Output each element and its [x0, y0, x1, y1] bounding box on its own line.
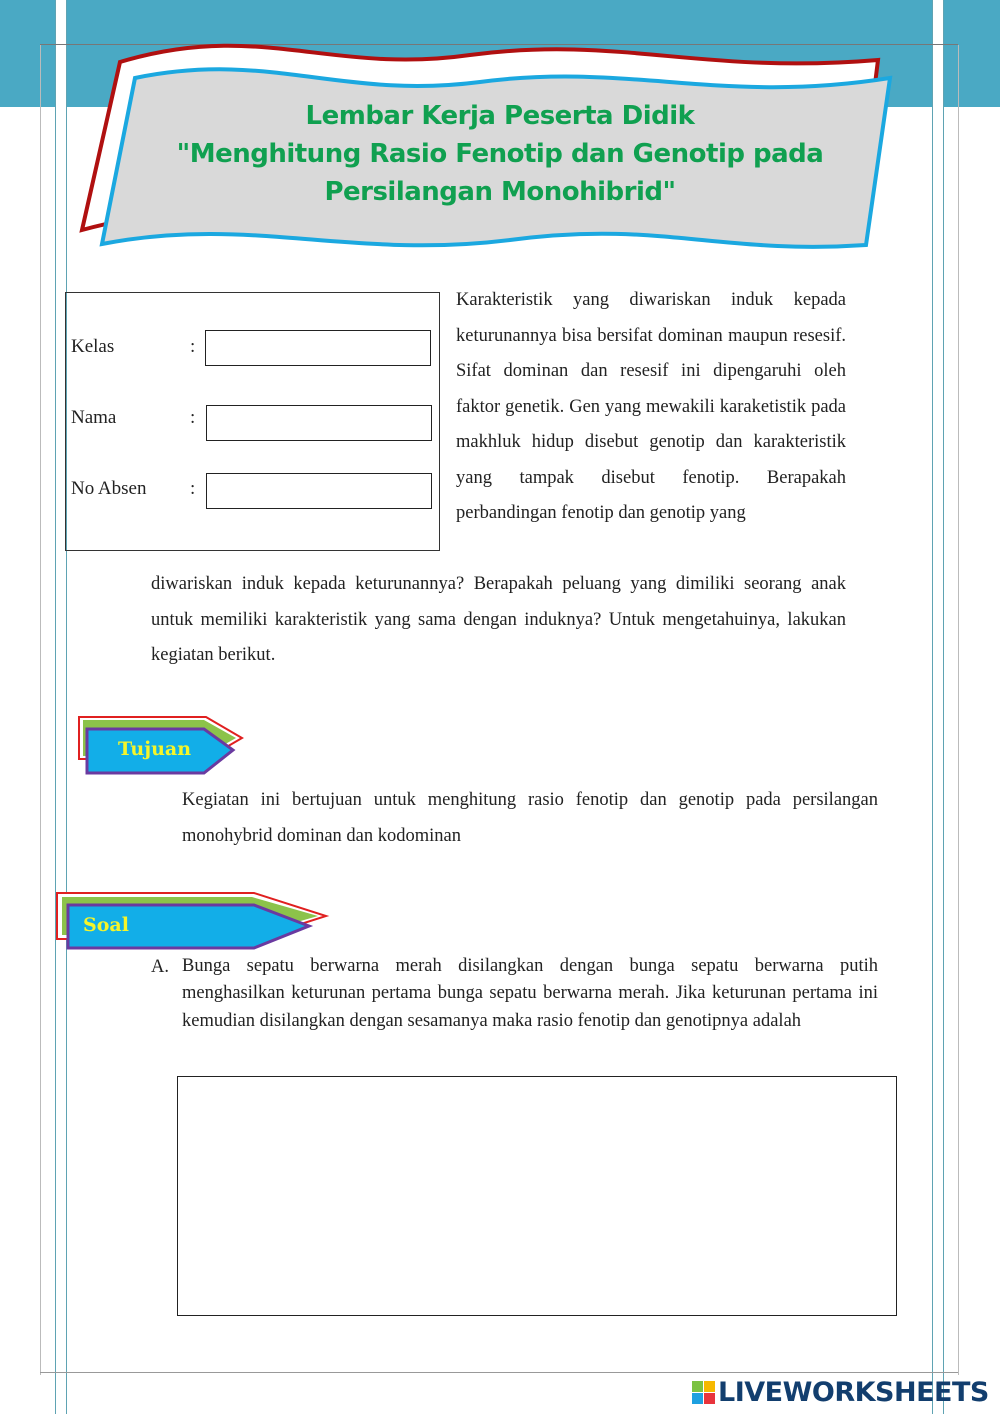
no-absen-label: No Absen [71, 478, 147, 499]
intro-paragraph-cont: diwariskan induk kepada keturunannya? Berapakah peluang yang dimiliki seorang anak untuk memiliki karakteristik yang sama dengan induknya? Untuk mengetahuinya, lakukan kegiatan berikut. [151, 574, 846, 665]
live-badge-icon [692, 1381, 716, 1405]
answer-box[interactable] [177, 1076, 897, 1316]
question-text: Bunga sepatu berwarna merah disilangkan dengan bunga sepatu berwarna putih menghasilkan keturunan pertama bunga sepatu berwarna merah. Jika keturunan pertama ini kemudian disilangkan dengan sesamanya maka rasio fenotip dan genotipnya adalah [182, 956, 878, 1031]
liveworksheets-logo [692, 1377, 989, 1408]
page-border-bottom [40, 1372, 958, 1373]
tujuan-text: Kegiatan ini bertujuan untuk menghitung rasio fenotip dan genotip pada persilangan monohybrid dominan dan kodominan [182, 790, 878, 846]
nama-input[interactable] [206, 405, 432, 441]
colon: : [190, 478, 196, 499]
question-marker: A. [151, 957, 169, 977]
tujuan-label: Tujuan [118, 738, 192, 760]
title-line: Persilangan Monohibrid" [324, 177, 676, 207]
page-title [130, 97, 870, 211]
kelas-label: Kelas [71, 336, 115, 357]
logo-text: LIVEWORKSHEETS [718, 1377, 989, 1408]
soal-label: Soal [83, 914, 129, 936]
nama-label: Nama [71, 407, 117, 428]
title-line: "Menghitung Rasio Fenotip dan Genotip pada [176, 139, 824, 169]
colon: : [190, 407, 196, 428]
title-line: Lembar Kerja Peserta Didik [305, 101, 695, 131]
no-absen-input[interactable] [206, 473, 432, 509]
intro-paragraph: Karakteristik yang diwariskan induk kepada keturunannya bisa bersifat dominan maupun resesif. Sifat dominan dan resesif ini dipengaruhi oleh faktor genetik. Gen yang mewakili karaketistik pada makhluk hidup disebut genotip dan karakteristik yang tampak disebut fenotip. Berapakah perbandingan fenotip dan genotip yang [456, 290, 846, 523]
kelas-input[interactable] [205, 330, 431, 366]
colon: : [190, 336, 196, 357]
